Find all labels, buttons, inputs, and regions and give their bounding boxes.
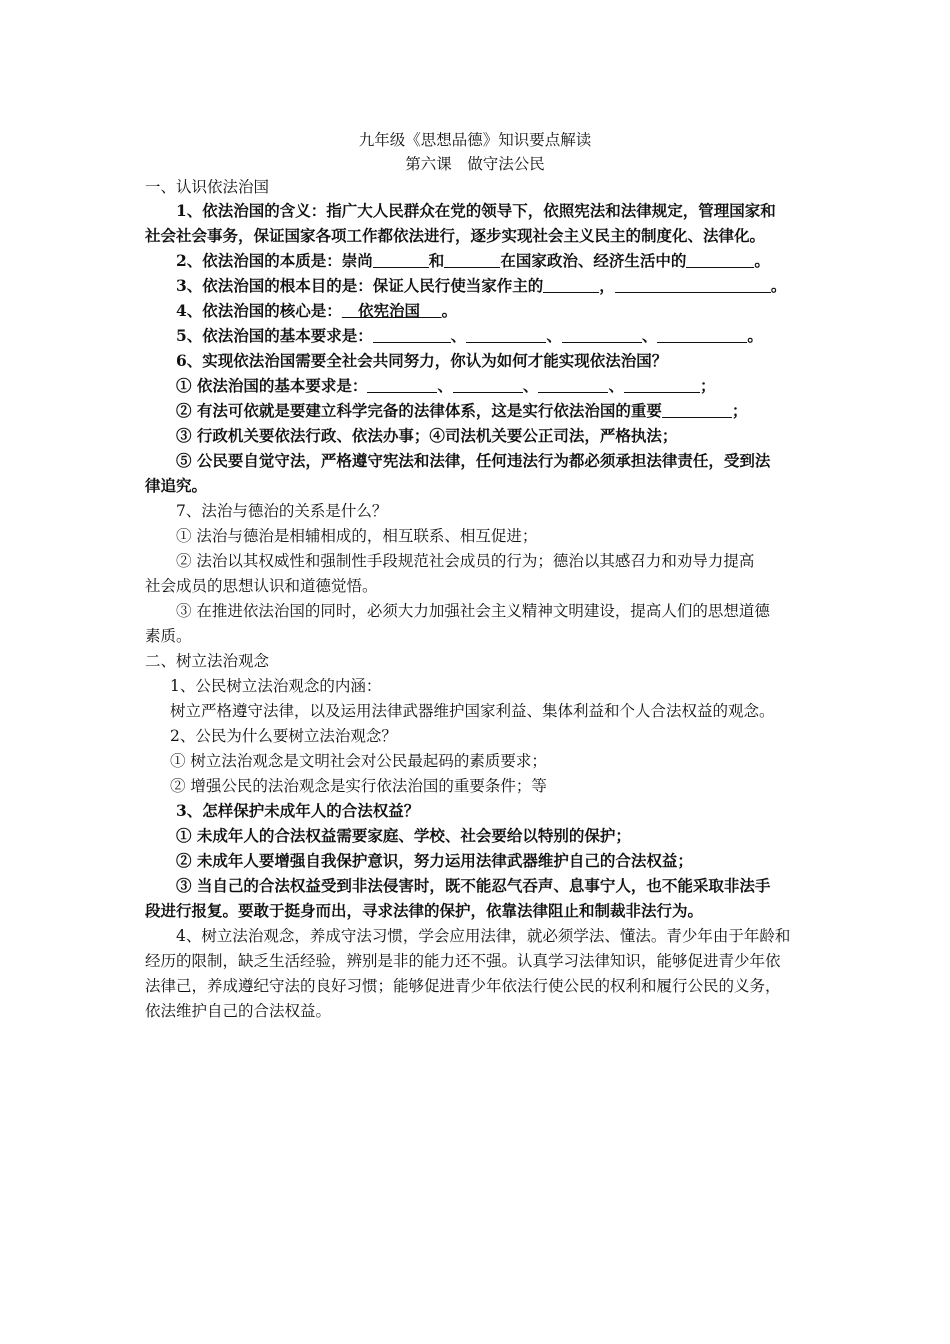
q2-text-b: 和 <box>428 251 445 270</box>
blank <box>624 377 700 393</box>
q3-text-b: ， <box>599 276 615 295</box>
q4-answer: 依宪治国 <box>358 301 421 320</box>
q2-line <box>176 250 816 272</box>
q7-item-2-line-2: 社会成员的思想认识和道德觉悟。 <box>145 577 378 595</box>
document-title: 九年级《思想品德》知识要点解读 <box>358 131 592 149</box>
p4-line-4: 依法维护自己的合法权益。 <box>145 1002 332 1020</box>
blank <box>615 277 771 293</box>
q2-text-a: 2、依法治国的本质是：崇尚 <box>176 251 373 270</box>
blank <box>367 377 437 393</box>
p4-line-3: 法律己，养成遵纪守法的良好习惯；能够促进青少年依法行使公民的权利和履行公民的义务， <box>145 977 781 995</box>
p1-content: 树立严格遵守法律，以及运用法律武器维护国家利益、集体利益和个人合法权益的观念。 <box>170 702 775 720</box>
blank <box>562 327 642 343</box>
q2-text-d: 。 <box>754 251 770 270</box>
section-1-heading: 一、认识依法治国 <box>145 178 270 196</box>
q4-line <box>176 300 816 322</box>
q6-item-5-line-1: ⑤ 公民要自觉守法，严格遵守宪法和法律，任何违法行为都必须承担法律责任，受到法 <box>176 451 771 470</box>
blank <box>686 252 754 268</box>
q7-item-2-line-1: ② 法治以其权威性和强制性手段规范社会成员的行为；德治以其感召力和劝导力提高 <box>176 552 755 570</box>
lesson-title: 第六课 做守法公民 <box>405 155 545 173</box>
p3-item-1: ① 未成年人的合法权益需要家庭、学校、社会要给以特别的保护； <box>176 826 631 845</box>
q5-line: 5、依法治国的基本要求是： 、 、 、 。 <box>176 326 763 345</box>
blank <box>373 252 429 268</box>
p4-line-2: 经历的限制，缺乏生活经验，辨别是非的能力还不强。认真学习法律知识，能够促进青少年依 <box>145 952 781 970</box>
blank <box>538 377 608 393</box>
p3-line: 3、怎样保护未成年人的合法权益？ <box>176 801 420 820</box>
q3-text-a: 3、依法治国的根本目的是：保证人民行使当家作主的 <box>176 276 544 295</box>
q3-text-c: 。 <box>770 276 787 295</box>
q7-line: 7、法治与德治的关系是什么？ <box>176 502 388 520</box>
q7-item-1: ① 法治与德治是相辅相成的，相互联系、相互促进； <box>176 527 538 545</box>
q5-text-a: 5、依法治国的基本要求是： <box>176 326 373 345</box>
blank <box>453 377 523 393</box>
p4-line-1: 4、树立法治观念，养成守法习惯，学会应用法律，就必须学法、懂法。青少年由于年龄和 <box>176 927 791 945</box>
q4-text-c: 。 <box>441 301 458 320</box>
blank <box>466 327 546 343</box>
p3-item-2: ② 未成年人要增强自我保护意识，努力运用法律武器维护自己的合法权益； <box>176 851 693 870</box>
q7-item-3-line-2: 素质。 <box>145 627 192 645</box>
p2-line: 2、公民为什么要树立法治观念？ <box>170 727 397 745</box>
q6-item-2: ② 有法可依就是要建立科学完备的法律体系，这是实行依法治国的重要 ； <box>176 401 748 420</box>
p2-item-2: ② 增强公民的法治观念是实行依法治国的重要条件；等 <box>170 777 547 795</box>
p1-line: 1、公民树立法治观念的内涵： <box>170 677 382 695</box>
q6-item-1: ① 依法治国的基本要求是： 、 、 、 ； <box>176 376 716 395</box>
q4-text-a: 4、依法治国的核心是： <box>176 301 342 320</box>
p3-item-3-line-2: 段进行报复。要敢于挺身而出，寻求法律的保护，依靠法律阻止和制裁非法行为。 <box>145 901 704 920</box>
blank <box>444 252 500 268</box>
p2-item-1: ① 树立法治观念是文明社会对公民最起码的素质要求； <box>170 752 547 770</box>
q6-item-3: ③ 行政机关要依法行政、依法办事；④司法机关要公正司法，严格执法； <box>176 426 678 445</box>
blank <box>662 402 732 418</box>
q7-item-3-line-1: ③ 在推进依法治国的同时，必须大力加强社会主义精神文明建设，提高人们的思想道德 <box>176 602 770 620</box>
blank <box>373 327 451 343</box>
q1-line-1: 1、依法治国的含义：指广大人民群众在党的领导下，依照宪法和法律规定，管理国家和 <box>176 201 776 220</box>
section-2-heading: 二、树立法治观念 <box>145 652 270 670</box>
q6-item-5-line-2: 律追究。 <box>145 476 208 495</box>
p3-item-3-line-1: ③ 当自己的合法权益受到非法侵害时，既不能忍气吞声、息事宁人，也不能采取非法手 <box>176 876 771 895</box>
q6-line: 6、实现依法治国需要全社会共同努力，你认为如何才能实现依法治国？ <box>176 351 668 370</box>
q3-line <box>176 275 816 297</box>
blank <box>543 277 599 293</box>
q1-line-2: 社会社会事务，保证国家各项工作都依法进行，逐步实现社会主义民主的制度化、法律化。 <box>145 226 766 245</box>
blank <box>657 327 747 343</box>
q2-text-c: 在国家政治、经济生活中的 <box>500 251 687 270</box>
